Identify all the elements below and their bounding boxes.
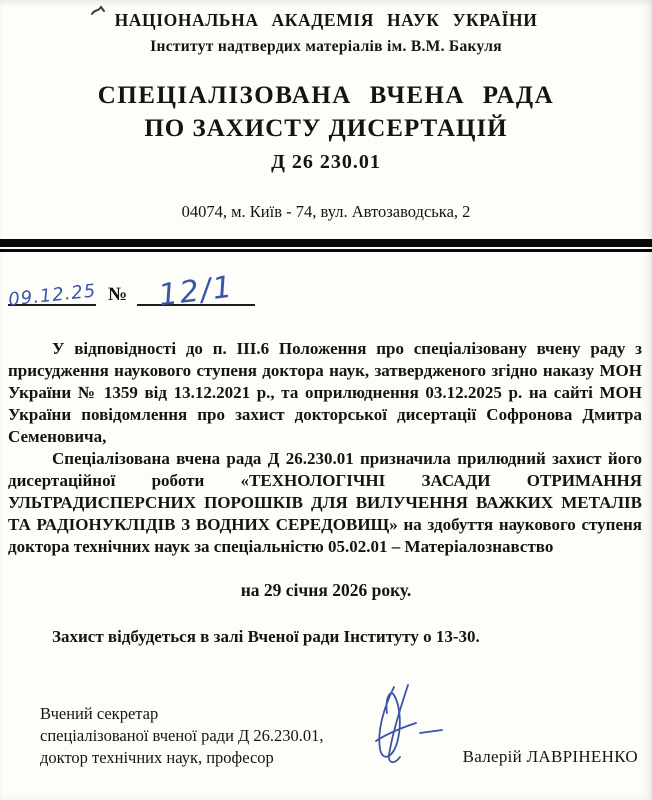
secretary-title-line2: спеціалізованої вченої ради Д 26.230.01, xyxy=(40,726,324,745)
secretary-name: Валерій ЛАВРІНЕНКО xyxy=(462,747,638,766)
secretary-title-line3: доктор технічних наук, професор xyxy=(40,748,274,767)
reference-row xyxy=(0,264,652,314)
divider-rule-thick xyxy=(0,239,652,247)
pen-mark-icon xyxy=(90,4,108,18)
handwritten-number: 12/1 xyxy=(157,269,237,314)
institute-address: 04074, м. Київ - 74, вул. Автозаводська, 2 xyxy=(181,202,471,221)
academy-name: НАЦІОНАЛЬНА АКАДЕМІЯ НАУК УКРАЇНИ xyxy=(114,10,538,30)
secretary-title-line1: Вчений секретар xyxy=(40,704,159,723)
defense-location: Захист відбудеться в залі Вченої ради Інституту о 13-30. xyxy=(52,627,480,646)
institute-name: Інститут надтвердих матеріалів ім. В.М. Бакуля xyxy=(150,38,502,55)
signature-scribble xyxy=(350,681,460,773)
signature-block xyxy=(0,703,652,769)
letter-body xyxy=(0,338,652,558)
number-underline xyxy=(137,269,255,314)
paragraph-1: У відповідності до п. ІІІ.6 Положення про спеціалізовану вчену раду з присудження наукового ступеня доктора наук, затвердженого згідно наказу МОН України № 1359 від 13.12.2021 р., та оприлюднення 03.12.2025 р. на сайті МОН України повідомлення про захист докторської дисертації Софронова Дмитра Семеновича, xyxy=(8,339,642,446)
letterhead xyxy=(0,0,652,222)
number-sign: № xyxy=(108,284,128,305)
council-title-line2: ПО ЗАХИСТУ ДИСЕРТАЦІЙ xyxy=(144,115,508,142)
defense-date: на 29 січня 2026 року. xyxy=(240,580,412,600)
divider-rule-thin xyxy=(0,249,652,252)
council-title-line1: СПЕЦІАЛІЗОВАНА ВЧЕНА РАДА xyxy=(97,82,555,109)
paragraph-2: Спеціалізована вчена рада Д 26.230.01 призначила прилюдний захист його дисертаційної роботи «ТЕХНОЛОГІЧНІ ЗАСАДИ ОТРИМАННЯ УЛЬТРАДИСПЕРСНИХ ПОРОШКІВ ДЛЯ ВИЛУЧЕННЯ ВАЖКИХ МЕТАЛІВ ТА РАДІОНУКЛІДІВ З ВОДНИХ СЕРЕДОВИЩ» на здобуття наукового ступеня доктора технічних наук за спеціальністю 05.02.01 – Матеріалознавство xyxy=(8,449,642,556)
council-number: Д 26 230.01 xyxy=(271,151,381,173)
date-underline xyxy=(7,280,98,311)
handwritten-date: 09.12.25 xyxy=(7,280,98,311)
